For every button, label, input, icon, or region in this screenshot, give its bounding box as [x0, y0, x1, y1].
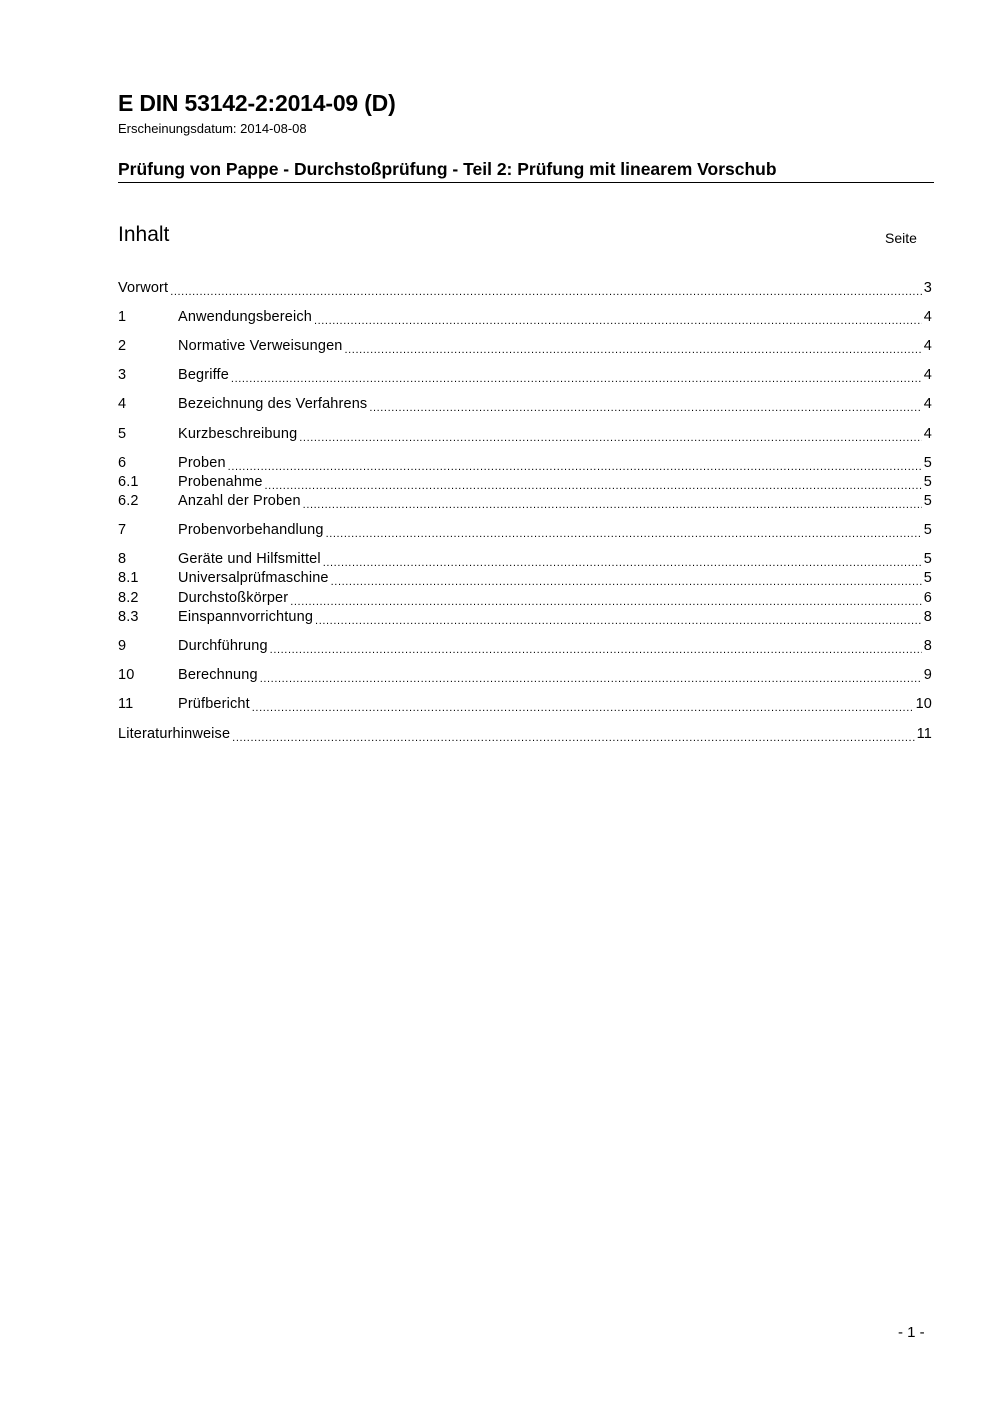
toc-entry-title: Bezeichnung des Verfahrens	[178, 396, 368, 412]
toc-leader-dots	[315, 608, 922, 627]
toc-leader-dots	[323, 550, 922, 569]
toc-entry-number: 6.1	[118, 474, 139, 490]
toc-entry-title: Einspannvorrichtung	[178, 609, 314, 625]
toc-leader-dots	[252, 695, 914, 714]
toc-entry-page: 5	[923, 474, 932, 490]
toc-entry-title: Universalprüfmaschine	[178, 570, 329, 586]
toc-entry-number: 6	[118, 455, 127, 471]
toc-entry-page: 8	[923, 638, 932, 654]
toc-entry-vorwort[interactable]	[118, 279, 932, 298]
toc-entry-page: 4	[923, 338, 932, 354]
toc-entry-title: Literaturhinweise	[118, 726, 231, 742]
toc-entry-page: 3	[923, 280, 932, 296]
toc-entry-page: 4	[923, 309, 932, 325]
toc-entry-title: Proben	[178, 455, 226, 471]
toc-entry-page: 8	[923, 609, 932, 625]
document-title: Prüfung von Pappe - Durchstoßprüfung - Teil 2: Prüfung mit linearem Vorschub	[118, 159, 777, 179]
toc-entry-11[interactable]	[118, 695, 932, 714]
toc-leader-dots	[260, 666, 922, 685]
toc-entry-1[interactable]	[118, 308, 932, 327]
toc-entry-title: Anzahl der Proben	[178, 493, 301, 509]
toc-page-column-label: Seite	[885, 230, 917, 246]
toc-leader-dots	[345, 337, 922, 356]
toc-entry-number: 8.2	[118, 590, 139, 606]
toc-entry-8-2[interactable]	[118, 589, 932, 608]
publication-date: Erscheinungsdatum: 2014-08-08	[118, 121, 307, 136]
toc-leader-dots	[326, 521, 922, 540]
toc-entry-title: Berechnung	[178, 667, 258, 683]
toc-entry-5[interactable]	[118, 425, 932, 444]
title-underline	[118, 182, 934, 183]
toc-entry-number: 8.3	[118, 609, 139, 625]
toc-entry-6-1[interactable]	[118, 473, 932, 492]
toc-leader-dots	[299, 425, 922, 444]
toc-entry-page: 4	[923, 367, 932, 383]
toc-entry-title: Durchstoßkörper	[178, 590, 289, 606]
toc-entry-6[interactable]	[118, 454, 932, 473]
toc-entry-8-3[interactable]	[118, 608, 932, 627]
toc-entry-8[interactable]	[118, 550, 932, 569]
toc-entry-title: Kurzbeschreibung	[178, 426, 298, 442]
toc-entry-page: 4	[923, 426, 932, 442]
footer-page-number: - 1 -	[898, 1324, 925, 1341]
toc-entry-10[interactable]	[118, 666, 932, 685]
toc-entry-3[interactable]	[118, 366, 932, 385]
toc-leader-dots	[303, 492, 922, 511]
toc-leader-dots	[170, 279, 922, 298]
toc-entry-page: 4	[923, 396, 932, 412]
toc-entry-literaturhinweise[interactable]	[118, 725, 932, 744]
toc-entry-page: 5	[923, 570, 932, 586]
toc-entry-number: 9	[118, 638, 127, 654]
toc-entry-title: Normative Verweisungen	[178, 338, 343, 354]
toc-leader-dots	[314, 308, 922, 327]
toc-entry-6-2[interactable]	[118, 492, 932, 511]
toc-entry-8-1[interactable]	[118, 569, 932, 588]
toc-entry-title: Probenvorbehandlung	[178, 522, 324, 538]
toc-leader-dots	[232, 725, 914, 744]
toc-entry-number: 7	[118, 522, 127, 538]
toc-entry-page: 5	[923, 551, 932, 567]
toc-leader-dots	[270, 637, 922, 656]
toc-entry-page: 10	[915, 696, 932, 712]
toc-entry-number: 5	[118, 426, 127, 442]
toc-entry-2[interactable]	[118, 337, 932, 356]
toc-entry-page: 9	[923, 667, 932, 683]
toc-entry-page: 5	[923, 522, 932, 538]
toc-entry-number: 4	[118, 396, 127, 412]
toc-entry-title: Prüfbericht	[178, 696, 250, 712]
toc-entry-number: 10	[118, 667, 135, 683]
toc-entry-page: 11	[916, 726, 932, 742]
toc-entry-number: 11	[118, 696, 134, 712]
toc-entry-title: Geräte und Hilfsmittel	[178, 551, 321, 567]
toc-leader-dots	[228, 454, 922, 473]
toc-entry-9[interactable]	[118, 637, 932, 656]
toc-heading: Inhalt	[118, 223, 170, 246]
toc-leader-dots	[231, 366, 922, 385]
toc-entry-7[interactable]	[118, 521, 932, 540]
document-id: E DIN 53142-2:2014-09 (D)	[118, 90, 396, 116]
toc-entry-page: 5	[923, 493, 932, 509]
toc-entry-number: 6.2	[118, 493, 139, 509]
toc-entry-title: Anwendungsbereich	[178, 309, 312, 325]
toc-entry-number: 1	[118, 309, 127, 325]
toc-entry-number: 8	[118, 551, 127, 567]
toc-entry-4[interactable]	[118, 395, 932, 414]
toc-entry-number: 2	[118, 338, 127, 354]
toc-entry-title: Probenahme	[178, 474, 263, 490]
toc-entry-title: Vorwort	[118, 280, 169, 296]
toc-entry-page: 5	[923, 455, 932, 471]
toc-leader-dots	[369, 395, 921, 414]
toc-leader-dots	[290, 589, 922, 608]
toc-entry-number: 3	[118, 367, 127, 383]
toc-entry-page: 6	[923, 590, 932, 606]
toc-leader-dots	[265, 473, 922, 492]
toc-leader-dots	[331, 569, 922, 588]
toc-entry-title: Durchführung	[178, 638, 268, 654]
toc-entry-title: Begriffe	[178, 367, 229, 383]
toc-entry-number: 8.1	[118, 570, 139, 586]
